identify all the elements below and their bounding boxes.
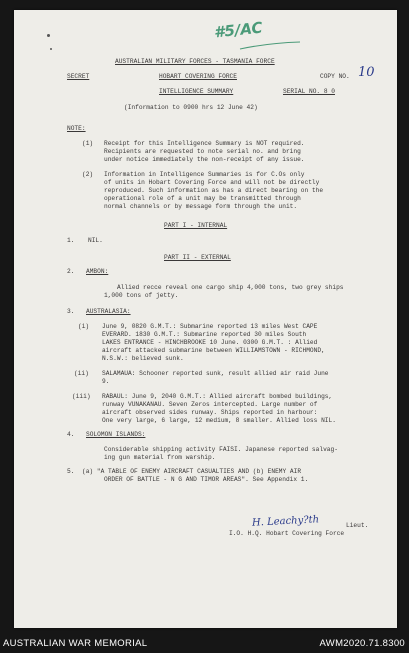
note-item-line: Receipt for this Intelligence Summary is NOT required. [104,140,305,147]
punch-hole [50,48,52,50]
sub-item-number: (i) [78,323,90,330]
section-label: AUSTRALASIA: [86,308,131,315]
punch-hole [47,34,50,37]
part-one-heading: PART I - INTERNAL [164,222,228,229]
signatory-title: I.O. H.Q. Hobart Covering Force [229,530,345,537]
item-text: NIL. [88,237,103,244]
sub-item-number: (ii) [74,370,89,377]
annotation-underline [238,40,302,52]
body-line: Allied recce reveal one cargo ship 4,000 tons, two grey ships [117,284,344,291]
serial-number: SERIAL NO. 8 0 [283,88,335,95]
copy-number: 10 [358,65,375,80]
note-item-line: normal channels or by message form through the unit. [104,203,298,210]
body-line: ing gun material from warship. [104,454,216,461]
section-label: AMBON: [86,268,109,275]
note-item-line: reproduced. Such information as has a direct bearing on the [104,187,324,194]
note-item-line: operational role of a unit may be transmitted through [104,195,301,202]
handwritten-signature: H. Leachy?th [251,514,320,529]
note-item-line: of units in Hobart Covering Force and will not be directly [104,179,320,186]
body-line: LAKES ENTRANCE - HINCHBROOKE 10 June. 0300 G.M.T. : Allied [102,339,318,346]
information-time: (Information to 0900 hrs 12 June 42) [124,104,258,111]
document-type: INTELLIGENCE SUMMARY [159,88,234,95]
note-item-line: Information in Intelligence Summaries is for C.Os only [104,171,305,178]
body-line: (a) "A TABLE OF ENEMY AIRCRAFT CASUALTIES AND (b) ENEMY AIR [82,468,302,475]
body-line: EVERARD. 1830 G.M.T.: Submarine reported 30 miles South [102,331,307,338]
body-line: 9. [102,378,110,385]
section-label: SOLOMON ISLANDS: [86,431,146,438]
item-number: 3. [67,308,75,315]
body-line: runway VUNAKANAU. Seven Zeros intercepted. Large number of [102,401,318,408]
body-line: ORDER OF BATTLE - N G AND TIMOR AREAS". See Appendix 1. [104,476,309,483]
note-item-line: under notice immediately the non-receipt of any issue. [104,156,305,163]
body-line: Considerable shipping activity FAISI. Japanese reported salvag- [104,446,338,453]
copy-label: COPY NO. [320,73,350,80]
body-line: June 9, 0820 G.M.T.: Submarine reported 13 miles West CAPE [102,323,318,330]
handwritten-annotation: #5/AC [213,18,264,42]
signatory-rank: Lieut. [346,522,369,529]
item-number: 2. [67,268,75,275]
body-line: 1,000 tons of jetty. [104,292,179,299]
item-number: 5. [67,468,75,475]
footer-credit: AUSTRALIAN WAR MEMORIAL [3,638,148,649]
body-line: SALAMAUA: Schooner reported sunk, result allied air raid June [102,370,329,377]
footer-accession-number: AWM2020.71.8300 [319,638,405,649]
note-label: NOTE: [67,125,86,132]
classification: SECRET [67,73,90,80]
body-line: One very large, 6 large, 12 medium, 8 smaller. Allied loss NIL. [102,417,336,424]
note-item-line: Recipients are requested to note serial no. and bring [104,148,301,155]
sub-item-number: (iii) [72,393,91,400]
force-name: HOBART COVERING FORCE [159,73,237,80]
body-line: aircraft observed sides runway. Ships reported in harbour: [102,409,318,416]
body-line: N.S.W.: believed sunk. [102,355,184,362]
part-two-heading: PART II - EXTERNAL [164,254,231,261]
note-item-number: (1) [82,140,94,147]
organisation-heading: AUSTRALIAN MILITARY FORCES - TASMANIA FORCE [115,58,275,65]
body-line: RABAUL: June 9, 2040 G.M.T.: Allied aircraft bombed buildings, [102,393,333,400]
body-line: aircraft attacked submarine between WILLIAMSTOWN - RICHMOND, [102,347,325,354]
note-item-number: (2) [82,171,94,178]
item-number: 1. [67,237,75,244]
item-number: 4. [67,431,75,438]
